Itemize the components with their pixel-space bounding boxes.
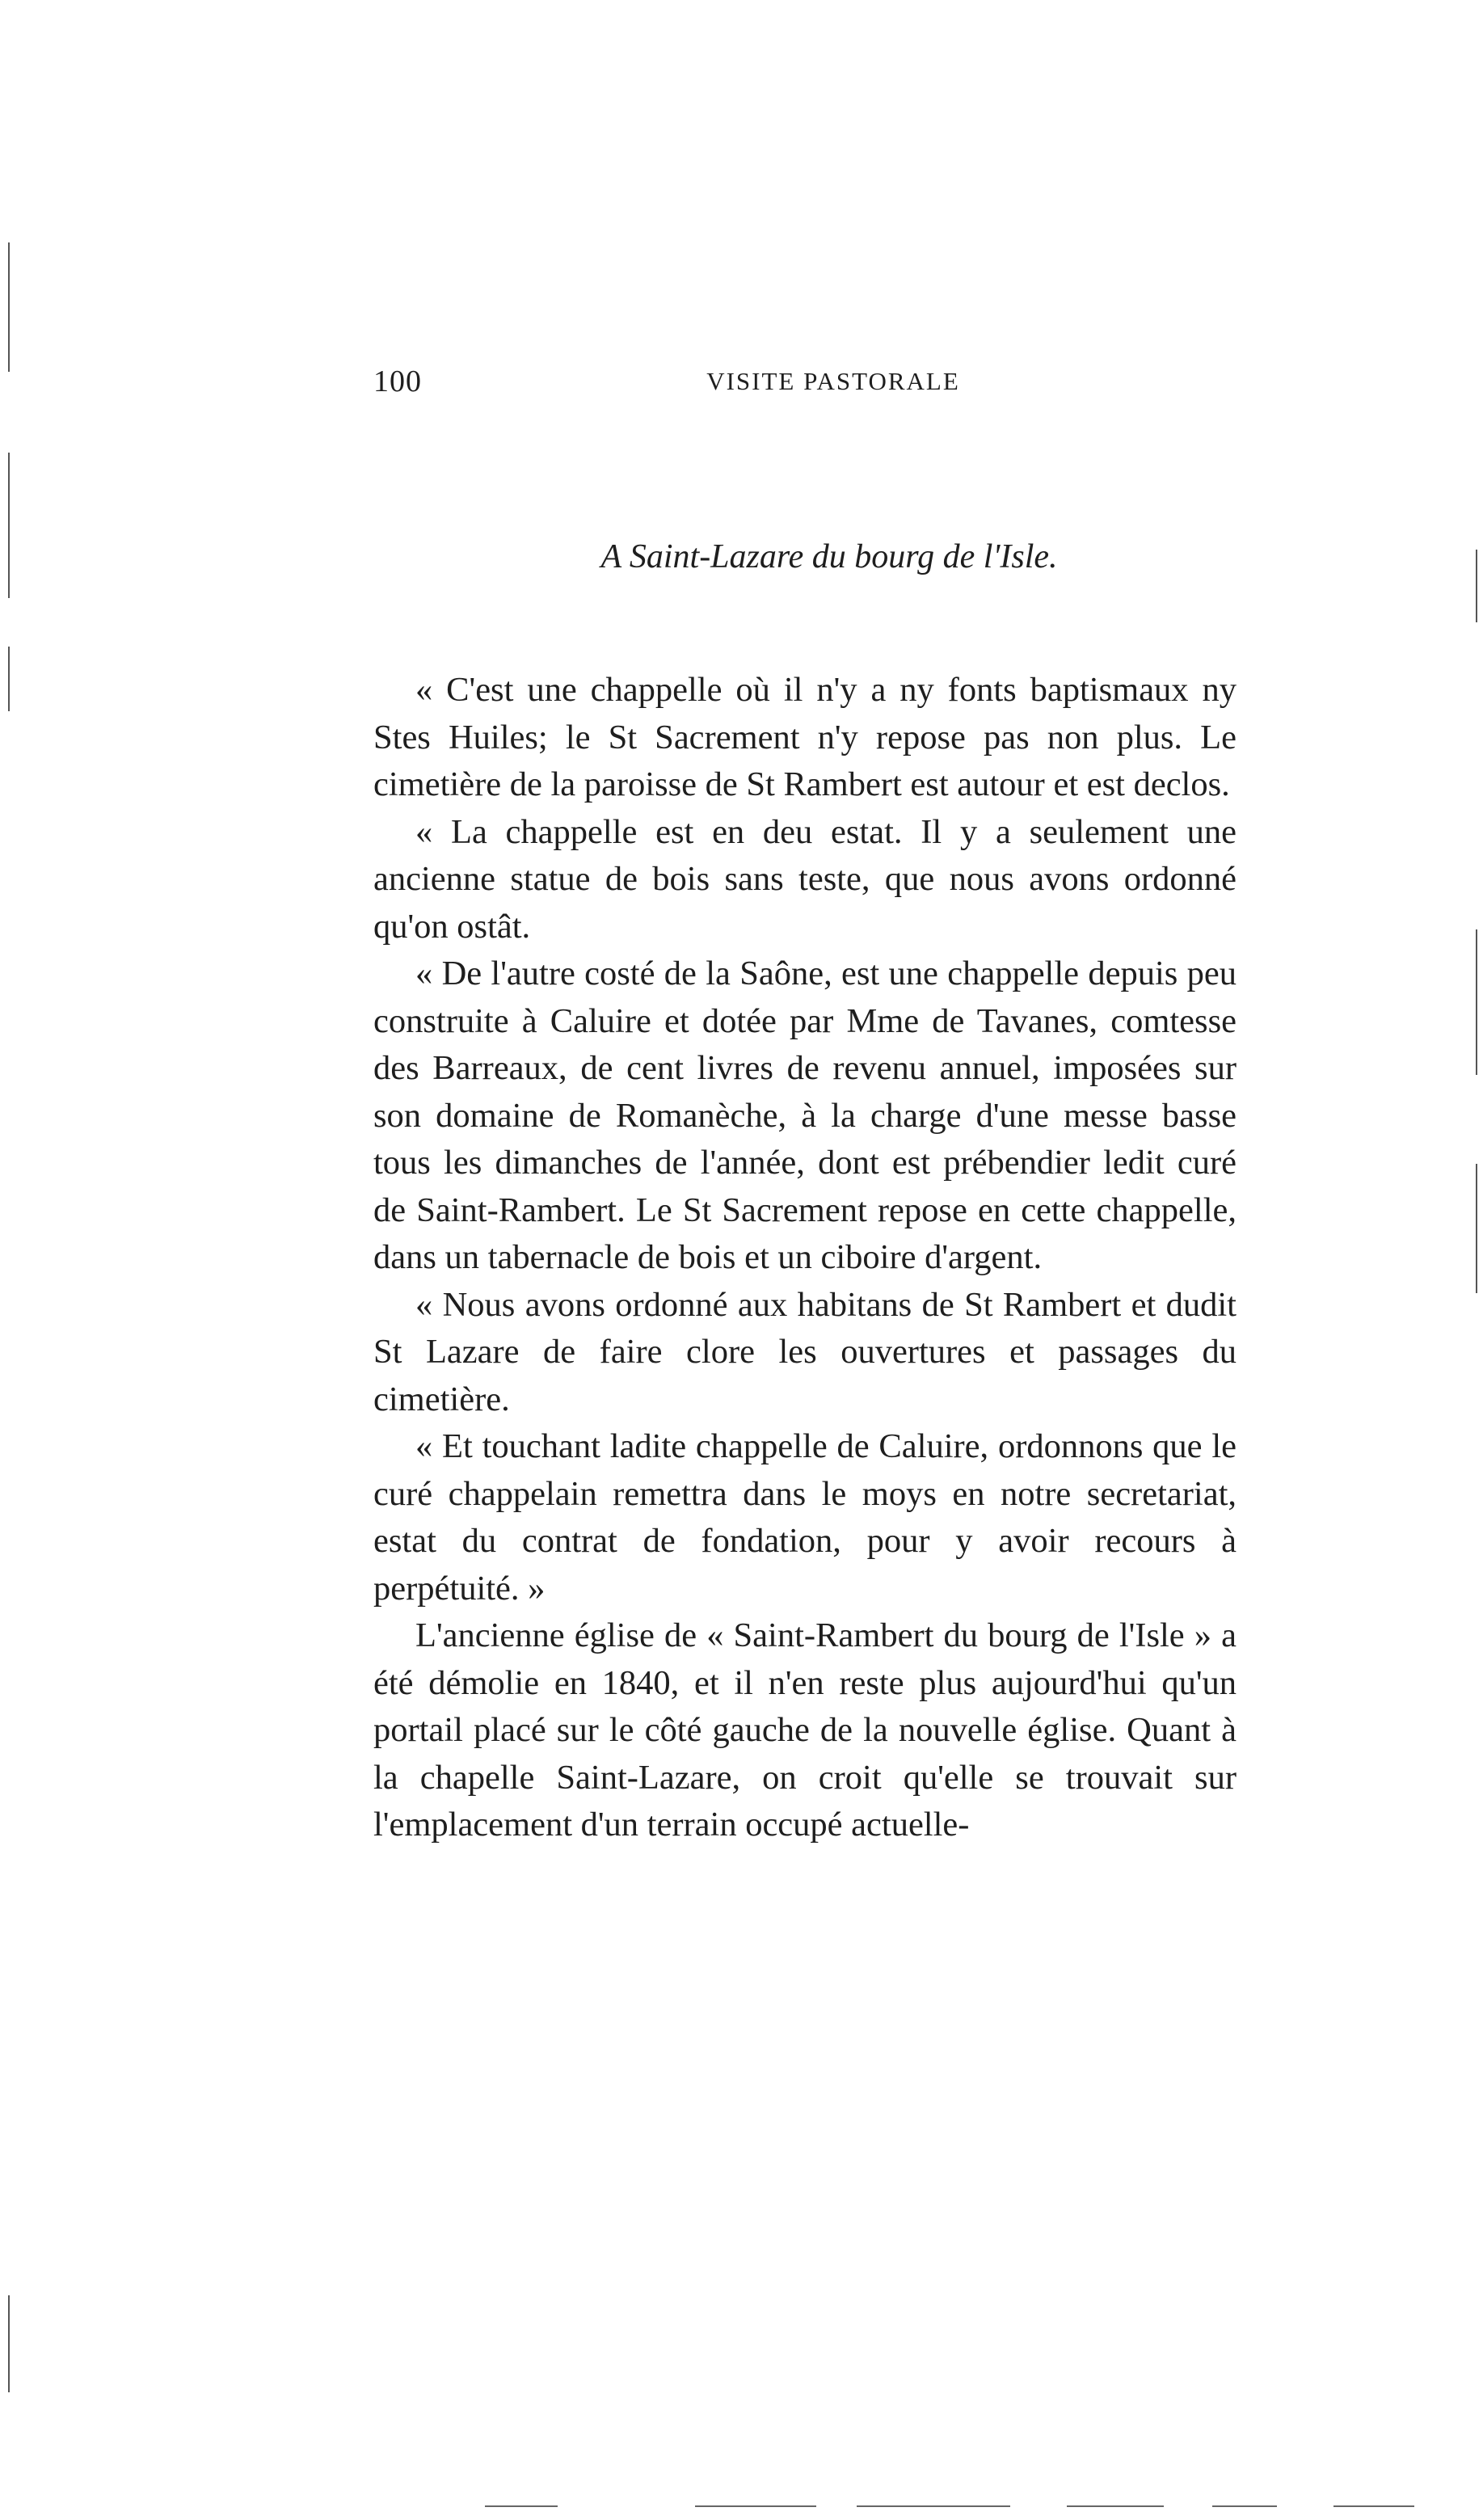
- scan-edge-mark: [8, 453, 10, 598]
- scan-edge-mark: [8, 242, 10, 372]
- scan-edge-mark: [1476, 550, 1477, 622]
- paragraph-6: L'ancienne église de « Saint-Rambert du bourg de l'Isle » a été démolie en 1840, et il n'en reste plus aujourd'hui qu'un portail placé sur le côté gauche de la nouvelle église. Quant à la chapelle Saint-Lazare, on croit qu'elle se trouvait sur l'emplacement d'un terrain occupé actuelle-: [373, 1616, 1237, 1844]
- scan-edge-mark: [8, 647, 10, 711]
- running-title: VISITE PASTORALE: [706, 367, 960, 395]
- body-text: [373, 667, 1237, 1849]
- scan-edge-mark: [1476, 929, 1477, 1075]
- page-header: [373, 364, 1237, 412]
- paragraph-3: « De l'autre costé de la Saône, est une chappelle depuis peu construite à Caluire et dotée par Mme de Tavanes, comtesse des Barreaux, de cent livres de revenu annuel, imposées sur son domaine de Romanèche, à la charge d'une messe basse tous les dimanches de l'année, dont est prébendier ledit curé de Saint-Rambert. Le St Sacrement repose en cette chappelle, dans un tabernacle de bois et un ciboire d'argent.: [373, 954, 1237, 1276]
- scan-edge-mark: [1476, 1164, 1477, 1293]
- paragraph-4: « Nous avons ordonné aux habitans de St Rambert et dudit St Lazare de faire clore les ouvertures et passages du cimetière.: [373, 1285, 1237, 1418]
- scan-bottom-rule: [857, 2505, 1010, 2507]
- paragraph-2: « La chappelle est en deu estat. Il y a seulement une ancienne statue de bois sans teste, que nous avons ordonné qu'on ostât.: [373, 812, 1237, 946]
- scan-bottom-rule: [485, 2505, 558, 2507]
- page-number: 100: [373, 365, 422, 398]
- section-title: A Saint-Lazare du bourg de l'Isle.: [600, 538, 1058, 575]
- scan-edge-mark: [8, 2295, 10, 2392]
- paragraph-5: « Et touchant ladite chappelle de Caluire, ordonnons que le curé chappelain remettra dans le moys en notre secretariat, estat du contrat de fondation, pour y avoir recours à perpétuité. »: [373, 1427, 1237, 1608]
- paragraph-1: « C'est une chappelle où il n'y a ny fonts baptismaux ny Stes Huiles; le St Sacrement n'y repose pas non plus. Le cimetière de la paroisse de St Rambert est autour et est declos.: [373, 671, 1237, 803]
- scan-bottom-rule: [1333, 2505, 1414, 2507]
- scan-bottom-rule: [1212, 2505, 1277, 2507]
- scan-bottom-rule: [1067, 2505, 1164, 2507]
- scan-bottom-rule: [695, 2505, 816, 2507]
